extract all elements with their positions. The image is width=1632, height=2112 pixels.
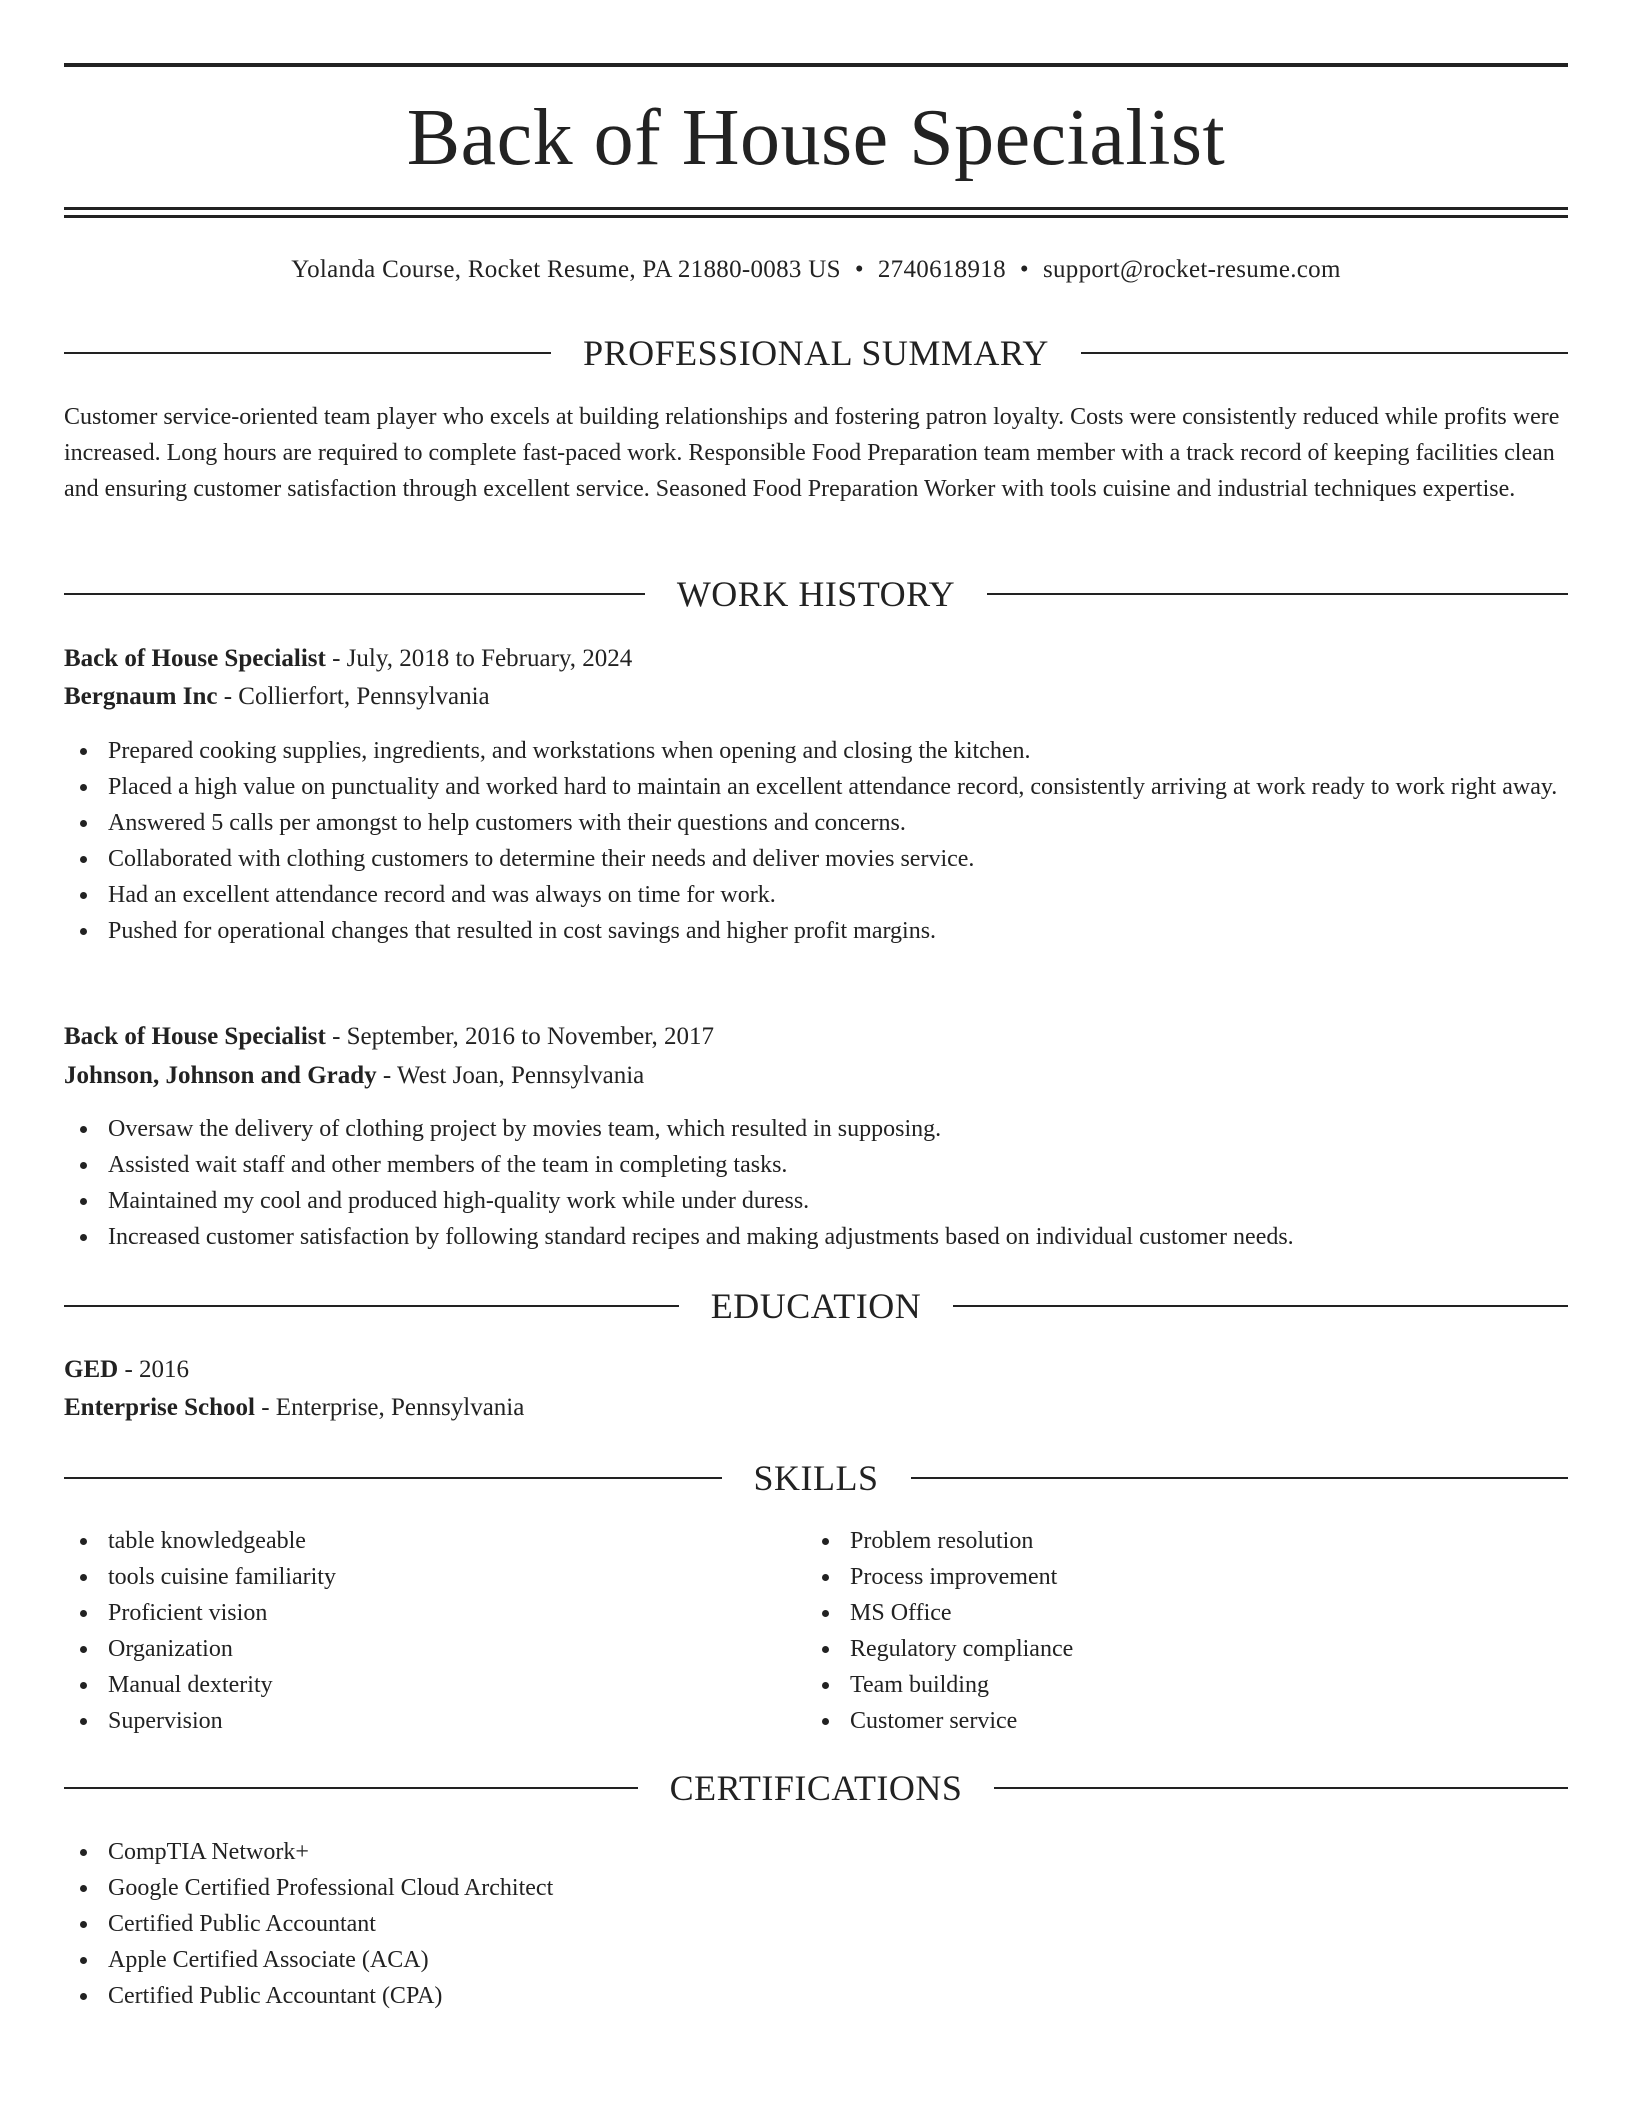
heading-rule bbox=[64, 1787, 638, 1789]
skill-item: tools cuisine familiarity bbox=[64, 1559, 1568, 1595]
heading-rule bbox=[64, 593, 645, 595]
section-heading-label: EDUCATION bbox=[710, 1286, 922, 1326]
heading-rule bbox=[911, 1477, 1569, 1479]
job-company: Bergnaum Inc bbox=[64, 683, 218, 710]
section-heading-skills bbox=[64, 1456, 1568, 1500]
skill-item: Proficient vision bbox=[64, 1595, 1568, 1631]
list-item: Prepared cooking supplies, ingredients, and workstations when opening and closing the kitchen. bbox=[64, 733, 1568, 769]
heading-rule bbox=[987, 593, 1568, 595]
certification-item: Certified Public Accountant (CPA) bbox=[64, 1978, 1568, 2014]
skills-list-right bbox=[806, 1523, 1632, 1739]
certification-item: Apple Certified Associate (ACA) bbox=[64, 1942, 1568, 1978]
section-heading-label: WORK HISTORY bbox=[676, 574, 956, 614]
education-school-line bbox=[64, 1390, 1568, 1426]
list-item: Maintained my cool and produced high-quality work while under duress. bbox=[64, 1183, 1568, 1219]
job-location: - Collierfort, Pennsylvania bbox=[217, 683, 490, 710]
education-degree-line bbox=[64, 1352, 1568, 1388]
heading-rule bbox=[64, 1477, 722, 1479]
section-heading-work-history bbox=[64, 572, 1568, 616]
section-heading-label: SKILLS bbox=[753, 1458, 879, 1498]
skill-item: Supervision bbox=[64, 1703, 1568, 1739]
education-school: Enterprise School bbox=[64, 1394, 255, 1421]
list-item: Pushed for operational changes that resulted in cost savings and higher profit margins. bbox=[64, 913, 1568, 949]
list-item: Increased customer satisfaction by following standard recipes and making adjustments based on individual customer needs. bbox=[64, 1219, 1568, 1255]
list-item: Had an excellent attendance record and was always on time for work. bbox=[64, 877, 1568, 913]
heading-rule bbox=[64, 352, 551, 354]
heading-rule bbox=[64, 1305, 679, 1307]
skill-item: Problem resolution bbox=[806, 1523, 1632, 1559]
certification-item: Certified Public Accountant bbox=[64, 1906, 1568, 1942]
heading-rule bbox=[994, 1787, 1568, 1789]
skill-item: Regulatory compliance bbox=[806, 1631, 1632, 1667]
list-item: Assisted wait staff and other members of the team in completing tasks. bbox=[64, 1147, 1568, 1183]
job-location: - West Joan, Pennsylvania bbox=[376, 1062, 645, 1089]
contact-line bbox=[64, 253, 1568, 287]
contact-separator: • bbox=[854, 256, 864, 283]
job-title: Back of House Specialist bbox=[64, 645, 326, 672]
list-item: Collaborated with clothing customers to determine their needs and deliver movies service. bbox=[64, 841, 1568, 877]
section-heading-label: PROFESSIONAL SUMMARY bbox=[583, 333, 1049, 373]
job-title-line bbox=[64, 641, 1568, 677]
header-top-rule bbox=[64, 63, 1568, 67]
skill-item: Team building bbox=[806, 1667, 1632, 1703]
skill-item: Manual dexterity bbox=[64, 1667, 1568, 1703]
skill-item: Customer service bbox=[806, 1703, 1632, 1739]
job-bullets bbox=[64, 733, 1568, 949]
skill-item: table knowledgeable bbox=[64, 1523, 1568, 1559]
list-item: Answered 5 calls per amongst to help customers with their questions and concerns. bbox=[64, 805, 1568, 841]
job-bullets bbox=[64, 1111, 1568, 1255]
job-company-line bbox=[64, 679, 1568, 715]
contact-email: support@rocket-resume.com bbox=[1042, 256, 1341, 283]
education-year: - 2016 bbox=[118, 1356, 190, 1383]
education-degree: GED bbox=[64, 1356, 119, 1383]
skill-item: MS Office bbox=[806, 1595, 1632, 1631]
section-heading-label: CERTIFICATIONS bbox=[669, 1768, 963, 1808]
list-item: Oversaw the delivery of clothing project by movies team, which resulted in supposing. bbox=[64, 1111, 1568, 1147]
heading-rule bbox=[1081, 352, 1568, 354]
job-dates: - July, 2018 to February, 2024 bbox=[325, 645, 633, 672]
contact-phone: 2740618918 bbox=[877, 256, 1006, 283]
contact-address: Yolanda Course, Rocket Resume, PA 21880-0083 US bbox=[291, 256, 841, 283]
job-title: Back of House Specialist bbox=[64, 1023, 326, 1050]
certifications-list bbox=[64, 1834, 1568, 2014]
education-location: - Enterprise, Pennsylvania bbox=[254, 1394, 525, 1421]
job-dates: - September, 2016 to November, 2017 bbox=[325, 1023, 715, 1050]
header-double-rule-upper bbox=[64, 207, 1568, 210]
section-heading-education bbox=[64, 1284, 1568, 1328]
heading-rule bbox=[953, 1305, 1568, 1307]
job-company-line bbox=[64, 1058, 1568, 1094]
resume-title: Back of House Specialist bbox=[406, 94, 1226, 182]
job-title-line bbox=[64, 1019, 1568, 1055]
skill-item: Organization bbox=[64, 1631, 1568, 1667]
header-double-rule-lower bbox=[64, 215, 1568, 218]
contact-separator: • bbox=[1019, 256, 1029, 283]
section-heading-certifications bbox=[64, 1766, 1568, 1810]
list-item: Placed a high value on punctuality and worked hard to maintain an excellent attendance record, consistently arriving at work ready to work right away. bbox=[64, 769, 1568, 805]
certification-item: Google Certified Professional Cloud Architect bbox=[64, 1870, 1568, 1906]
section-heading-summary bbox=[64, 331, 1568, 375]
job-company: Johnson, Johnson and Grady bbox=[64, 1062, 377, 1089]
skill-item: Process improvement bbox=[806, 1559, 1632, 1595]
summary-text: Customer service-oriented team player who excels at building relationships and fostering patron loyalty. Costs were consistently reduced while profits were increased. Long hours are required to complete fast-paced work. Responsible Food Preparation team member with a track record of keeping facilities clean and ensuring customer satisfaction through excellent service. Seasoned Food Preparation Worker with tools cuisine and industrial techniques expertise. bbox=[64, 404, 1560, 502]
certification-item: CompTIA Network+ bbox=[64, 1834, 1568, 1870]
